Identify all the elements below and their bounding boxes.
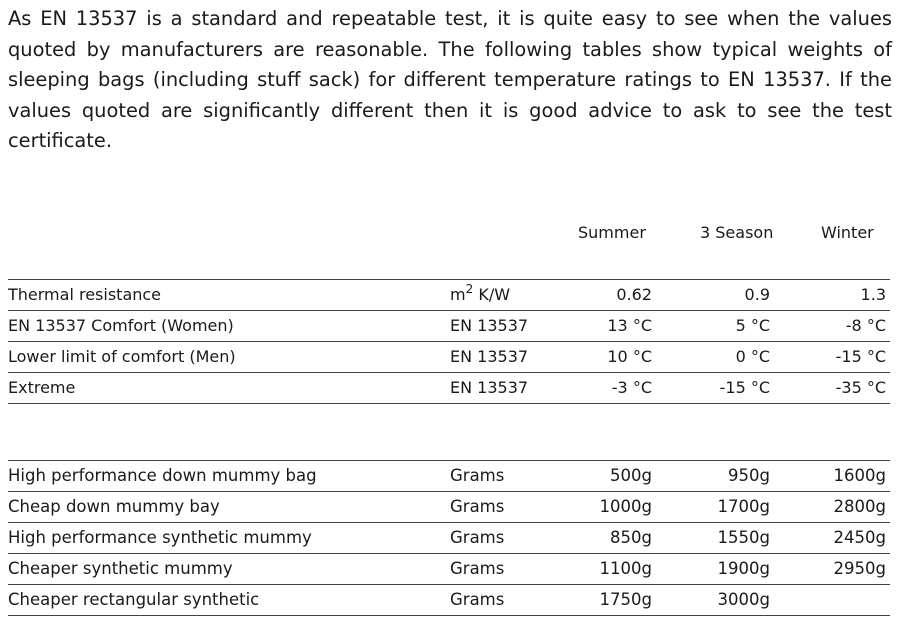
row-label: Extreme xyxy=(8,378,76,397)
row-label: EN 13537 Comfort (Women) xyxy=(8,316,234,335)
column-header-3-season: 3 Season xyxy=(700,223,774,242)
intro-paragraph: As EN 13537 is a standard and repeatable test, it is quite easy to see when the values quoted by manufacturers are reasonable. The following tables show typical weights of sleeping bags (including stuff sack) for different temperature ratings to EN 13537. If the values quoted are significantly different then it is good advice to ask to see the test certificate. xyxy=(8,7,892,152)
table-row xyxy=(8,522,890,553)
column-header-winter: Winter xyxy=(821,223,874,242)
three-season-value: 950g xyxy=(728,466,770,485)
winter-value: 1600g xyxy=(833,466,886,485)
row-unit: EN 13537 xyxy=(450,378,529,397)
table-row xyxy=(8,372,890,404)
row-label: Lower limit of comfort (Men) xyxy=(8,347,236,366)
three-season-value: 0 °C xyxy=(735,347,770,366)
winter-value: -8 °C xyxy=(845,316,886,335)
row-unit: EN 13537 xyxy=(450,316,529,335)
winter-value: 2800g xyxy=(833,497,886,516)
summer-value: -3 °C xyxy=(611,378,652,397)
row-label: Cheap down mummy bay xyxy=(8,497,220,516)
summer-value: 500g xyxy=(610,466,652,485)
three-season-value: 5 °C xyxy=(735,316,770,335)
summer-value: 1750g xyxy=(599,590,652,609)
three-season-value: 1700g xyxy=(717,497,770,516)
table-row xyxy=(8,341,890,372)
row-unit: Grams xyxy=(450,466,505,485)
table-row xyxy=(8,553,890,584)
row-unit: $m^2$ K/W xyxy=(450,281,511,304)
row-unit: Grams xyxy=(450,528,505,547)
table-row xyxy=(8,279,890,310)
temperature-ratings-table xyxy=(8,279,890,404)
three-season-value: 1550g xyxy=(717,528,770,547)
summer-value: 0.62 xyxy=(616,285,652,304)
row-unit: Grams xyxy=(450,590,505,609)
row-label: Cheaper rectangular synthetic xyxy=(8,590,260,609)
three-season-value: 0.9 xyxy=(744,285,770,304)
winter-value: -35 °C xyxy=(835,378,886,397)
row-label: Cheaper synthetic mummy xyxy=(8,559,233,578)
table-row xyxy=(8,460,890,491)
row-unit: Grams xyxy=(450,497,505,516)
summer-value: 1000g xyxy=(599,497,652,516)
sleeping-bag-weights-table xyxy=(8,460,890,616)
summer-value: 850g xyxy=(610,528,652,547)
table-row xyxy=(8,310,890,341)
row-label: High performance down mummy bag xyxy=(8,466,317,485)
table-row xyxy=(8,491,890,522)
summer-value: 13 °C xyxy=(607,316,652,335)
row-label: High performance synthetic mummy xyxy=(8,528,312,547)
winter-value: 2950g xyxy=(833,559,886,578)
summer-value: 1100g xyxy=(599,559,652,578)
summer-value: 10 °C xyxy=(607,347,652,366)
three-season-value: 3000g xyxy=(717,590,770,609)
winter-value: 1.3 xyxy=(860,285,886,304)
table-row xyxy=(8,584,890,616)
three-season-value: 1900g xyxy=(717,559,770,578)
row-unit: Grams xyxy=(450,559,505,578)
row-label: Thermal resistance xyxy=(8,285,162,304)
three-season-value: -15 °C xyxy=(719,378,770,397)
column-header-summer: Summer xyxy=(578,223,646,242)
winter-value: 2450g xyxy=(833,528,886,547)
row-unit: EN 13537 xyxy=(450,347,529,366)
winter-value: -15 °C xyxy=(835,347,886,366)
